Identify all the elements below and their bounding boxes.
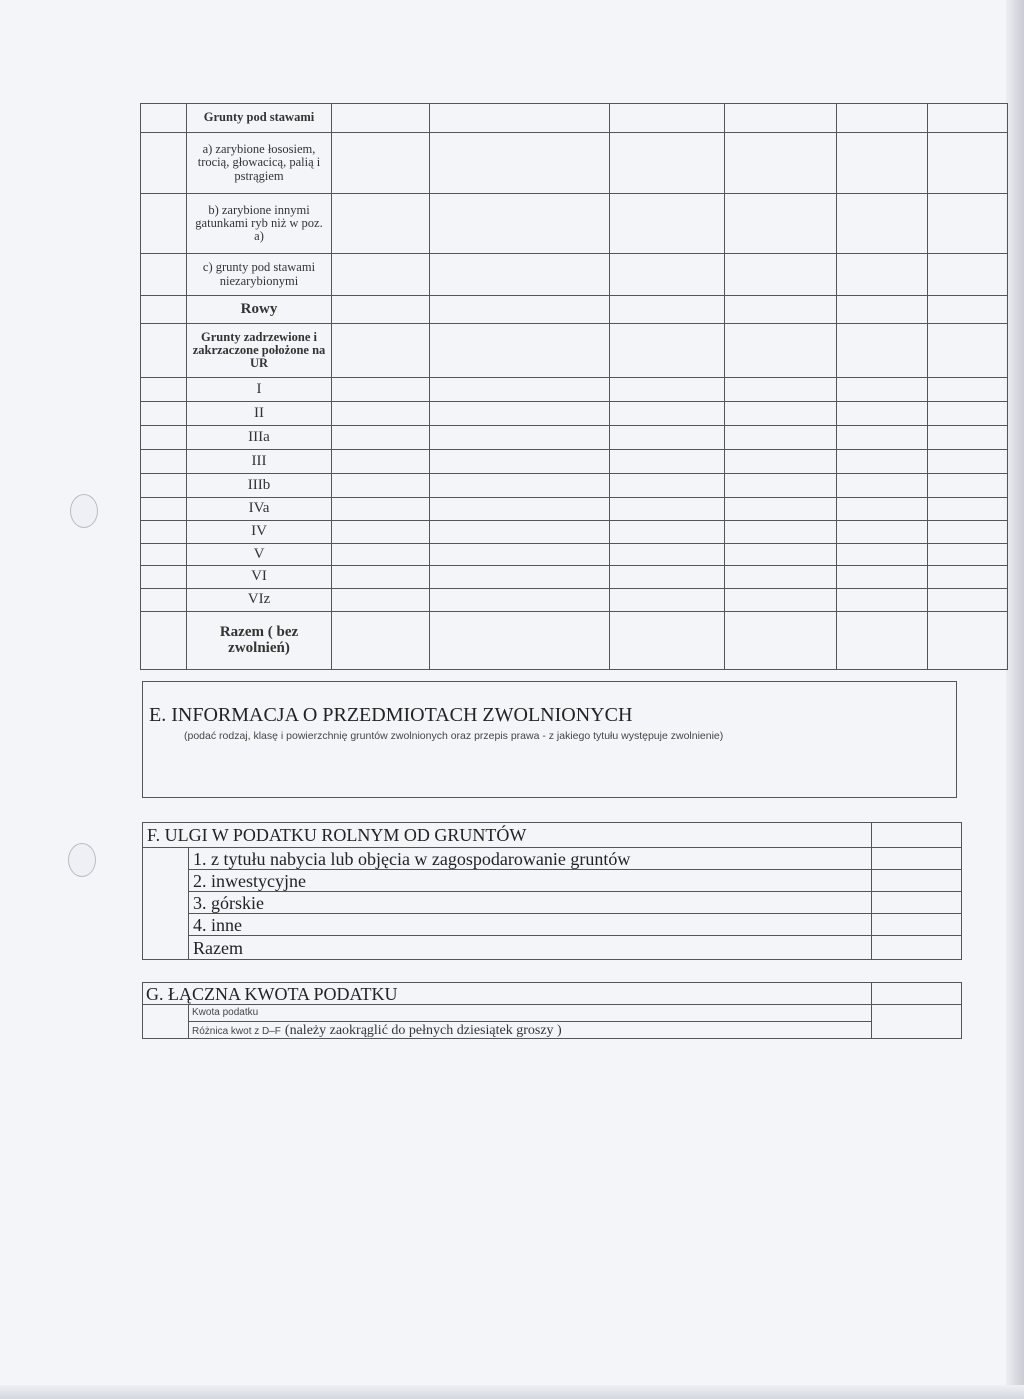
row-label: Razem ( bez zwolnień) — [187, 612, 332, 670]
value-cell[interactable] — [837, 612, 928, 670]
value-cell[interactable] — [610, 194, 725, 254]
spacer-cell — [141, 402, 187, 426]
difference-label: Różnica kwot z D–F — [192, 1026, 281, 1037]
value-cell[interactable] — [610, 498, 725, 521]
land-class-table — [140, 103, 1008, 670]
value-cell[interactable] — [430, 296, 610, 324]
value-cell[interactable] — [725, 324, 837, 378]
table-row — [141, 402, 1008, 426]
row-label: III — [187, 450, 332, 474]
table-row — [141, 378, 1008, 402]
value-cell[interactable] — [430, 254, 610, 296]
row-label: Rowy — [187, 296, 332, 324]
table-row — [141, 194, 1008, 254]
page-edge — [0, 1385, 1024, 1399]
value-cell[interactable] — [725, 498, 837, 521]
value-cell[interactable] — [725, 194, 837, 254]
spacer-cell — [143, 1005, 189, 1039]
value-cell[interactable] — [430, 378, 610, 402]
difference-row — [189, 1022, 872, 1039]
value-cell[interactable] — [725, 402, 837, 426]
value-cell[interactable] — [872, 823, 962, 848]
table-row — [141, 324, 1008, 378]
row-label: IVa — [187, 498, 332, 521]
section-g-total-tax-table — [142, 982, 962, 1039]
row-label: a) zarybione łososiem, trocią, głowacicą, palią i pstrągiem — [187, 133, 332, 194]
spacer-cell — [141, 521, 187, 544]
row-label: I — [187, 378, 332, 402]
value-cell[interactable] — [430, 521, 610, 544]
section-e-title: E. INFORMACJA O PRZEDMIOTACH ZWOLNIONYCH — [149, 704, 633, 726]
row-label: VIz — [187, 589, 332, 612]
value-cell[interactable] — [610, 544, 725, 566]
value-cell[interactable] — [837, 402, 928, 426]
value-cell[interactable] — [332, 544, 430, 566]
value-cell[interactable] — [430, 498, 610, 521]
value-cell[interactable] — [872, 914, 962, 936]
value-cell[interactable] — [837, 194, 928, 254]
table-row — [141, 104, 1008, 133]
value-cell[interactable] — [430, 566, 610, 589]
value-cell[interactable] — [928, 194, 1008, 254]
value-cell[interactable] — [872, 848, 962, 870]
value-cell[interactable] — [928, 296, 1008, 324]
value-cell[interactable] — [837, 426, 928, 450]
spacer-cell — [141, 104, 187, 133]
value-cell[interactable] — [928, 544, 1008, 566]
value-cell[interactable] — [332, 402, 430, 426]
page-edge — [1006, 0, 1024, 1399]
table-row — [141, 474, 1008, 498]
value-cell[interactable] — [610, 612, 725, 670]
value-cell[interactable] — [928, 402, 1008, 426]
value-cell[interactable] — [430, 402, 610, 426]
value-cell[interactable] — [837, 566, 928, 589]
value-cell[interactable] — [928, 254, 1008, 296]
value-cell[interactable] — [430, 612, 610, 670]
row-label: VI — [187, 566, 332, 589]
table-row — [141, 254, 1008, 296]
spacer-cell — [141, 474, 187, 498]
spacer-cell — [141, 296, 187, 324]
value-cell[interactable] — [725, 544, 837, 566]
spacer-cell — [143, 848, 189, 960]
value-cell[interactable] — [332, 589, 430, 612]
table-row — [141, 544, 1008, 566]
value-cell[interactable] — [837, 498, 928, 521]
row-label: II — [187, 402, 332, 426]
section-f-relief-table — [142, 822, 962, 960]
value-cell[interactable] — [837, 544, 928, 566]
value-cell[interactable] — [332, 566, 430, 589]
value-cell[interactable] — [837, 589, 928, 612]
table-row — [141, 566, 1008, 589]
value-cell[interactable] — [332, 474, 430, 498]
value-cell[interactable] — [610, 474, 725, 498]
value-cell[interactable] — [928, 133, 1008, 194]
value-cell[interactable] — [725, 589, 837, 612]
value-cell[interactable] — [928, 498, 1008, 521]
row-label: Grunty zadrzewione i zakrzaczone położone na UR — [187, 324, 332, 378]
value-cell[interactable] — [430, 104, 610, 133]
value-cell[interactable] — [872, 870, 962, 892]
section-g-title: G. ŁĄCZNA KWOTA PODATKU — [143, 983, 872, 1005]
row-label: V — [187, 544, 332, 566]
value-cell[interactable] — [610, 521, 725, 544]
relief-item-other: 4. inne — [189, 914, 872, 936]
row-label: c) grunty pod stawami niezarybionymi — [187, 254, 332, 296]
row-label: Grunty pod stawami — [187, 104, 332, 133]
table-row — [141, 612, 1008, 670]
value-cell[interactable] — [928, 324, 1008, 378]
spacer-cell — [141, 544, 187, 566]
table-row — [141, 133, 1008, 194]
value-cell[interactable] — [837, 474, 928, 498]
table-row — [141, 450, 1008, 474]
value-cell[interactable] — [837, 450, 928, 474]
value-cell[interactable] — [610, 296, 725, 324]
spacer-cell — [141, 194, 187, 254]
value-cell[interactable] — [872, 1005, 962, 1039]
rounding-note: (należy zaokrąglić do pełnych dziesiątek groszy ) — [284, 1023, 562, 1038]
spacer-cell — [141, 426, 187, 450]
table-row — [141, 426, 1008, 450]
relief-item-mountain: 3. górskie — [189, 892, 872, 914]
value-cell[interactable] — [725, 566, 837, 589]
value-cell[interactable] — [928, 104, 1008, 133]
value-cell[interactable] — [837, 378, 928, 402]
value-cell[interactable] — [725, 450, 837, 474]
tax-amount-label: Kwota podatku — [189, 1005, 872, 1022]
value-cell[interactable] — [610, 566, 725, 589]
table-row — [141, 521, 1008, 544]
value-cell[interactable] — [725, 474, 837, 498]
value-cell[interactable] — [610, 402, 725, 426]
spacer-cell — [141, 133, 187, 194]
value-cell[interactable] — [332, 612, 430, 670]
value-cell[interactable] — [928, 378, 1008, 402]
value-cell[interactable] — [837, 296, 928, 324]
row-label: IV — [187, 521, 332, 544]
spacer-cell — [141, 589, 187, 612]
row-label: IIIb — [187, 474, 332, 498]
relief-item-acquisition: 1. z tytułu nabycia lub objęcia w zagospodarowanie gruntów — [189, 848, 872, 870]
section-e-exempt-objects — [142, 681, 957, 798]
value-cell[interactable] — [430, 589, 610, 612]
value-cell[interactable] — [725, 104, 837, 133]
value-cell[interactable] — [725, 426, 837, 450]
value-cell[interactable] — [837, 133, 928, 194]
row-label: b) zarybione innymi gatunkami ryb niż w poz. a) — [187, 194, 332, 254]
table-row — [141, 296, 1008, 324]
relief-total: Razem — [189, 936, 872, 960]
value-cell[interactable] — [332, 498, 430, 521]
value-cell[interactable] — [872, 892, 962, 914]
value-cell[interactable] — [332, 254, 430, 296]
value-cell[interactable] — [610, 104, 725, 133]
value-cell[interactable] — [872, 936, 962, 960]
section-f-title: F. ULGI W PODATKU ROLNYM OD GRUNTÓW — [143, 823, 872, 848]
value-cell[interactable] — [725, 378, 837, 402]
value-cell[interactable] — [610, 324, 725, 378]
value-cell[interactable] — [725, 296, 837, 324]
value-cell[interactable] — [430, 133, 610, 194]
value-cell[interactable] — [430, 450, 610, 474]
spacer-cell — [141, 498, 187, 521]
value-cell[interactable] — [610, 133, 725, 194]
spacer-cell — [141, 612, 187, 670]
value-cell[interactable] — [725, 133, 837, 194]
spacer-cell — [141, 254, 187, 296]
value-cell[interactable] — [610, 378, 725, 402]
punch-hole — [70, 494, 98, 528]
value-cell[interactable] — [610, 450, 725, 474]
value-cell[interactable] — [725, 612, 837, 670]
row-label: IIIa — [187, 426, 332, 450]
table-row — [141, 589, 1008, 612]
table-row — [141, 498, 1008, 521]
value-cell[interactable] — [928, 474, 1008, 498]
value-cell[interactable] — [610, 426, 725, 450]
value-cell[interactable] — [332, 133, 430, 194]
value-cell[interactable] — [872, 983, 962, 1005]
value-cell[interactable] — [928, 612, 1008, 670]
relief-item-investment: 2. inwestycyjne — [189, 870, 872, 892]
value-cell[interactable] — [430, 426, 610, 450]
value-cell[interactable] — [837, 324, 928, 378]
punch-hole — [68, 843, 96, 877]
spacer-cell — [141, 450, 187, 474]
value-cell[interactable] — [928, 589, 1008, 612]
value-cell[interactable] — [332, 324, 430, 378]
value-cell[interactable] — [837, 521, 928, 544]
spacer-cell — [141, 378, 187, 402]
value-cell[interactable] — [430, 324, 610, 378]
value-cell[interactable] — [837, 104, 928, 133]
value-cell[interactable] — [332, 521, 430, 544]
value-cell[interactable] — [725, 521, 837, 544]
section-e-subtitle: (podać rodzaj, klasę i powierzchnię gruntów zwolnionych oraz przepis prawa - z jakiego tytułu występuje zwolnienie) — [184, 730, 724, 742]
value-cell[interactable] — [610, 589, 725, 612]
value-cell[interactable] — [928, 521, 1008, 544]
spacer-cell — [141, 566, 187, 589]
value-cell[interactable] — [332, 104, 430, 133]
value-cell[interactable] — [430, 474, 610, 498]
value-cell[interactable] — [332, 194, 430, 254]
value-cell[interactable] — [430, 194, 610, 254]
value-cell[interactable] — [928, 426, 1008, 450]
value-cell[interactable] — [928, 450, 1008, 474]
value-cell[interactable] — [430, 544, 610, 566]
value-cell[interactable] — [332, 296, 430, 324]
value-cell[interactable] — [928, 566, 1008, 589]
value-cell[interactable] — [837, 254, 928, 296]
value-cell[interactable] — [332, 450, 430, 474]
value-cell[interactable] — [610, 254, 725, 296]
value-cell[interactable] — [332, 426, 430, 450]
value-cell[interactable] — [332, 378, 430, 402]
spacer-cell — [141, 324, 187, 378]
value-cell[interactable] — [725, 254, 837, 296]
